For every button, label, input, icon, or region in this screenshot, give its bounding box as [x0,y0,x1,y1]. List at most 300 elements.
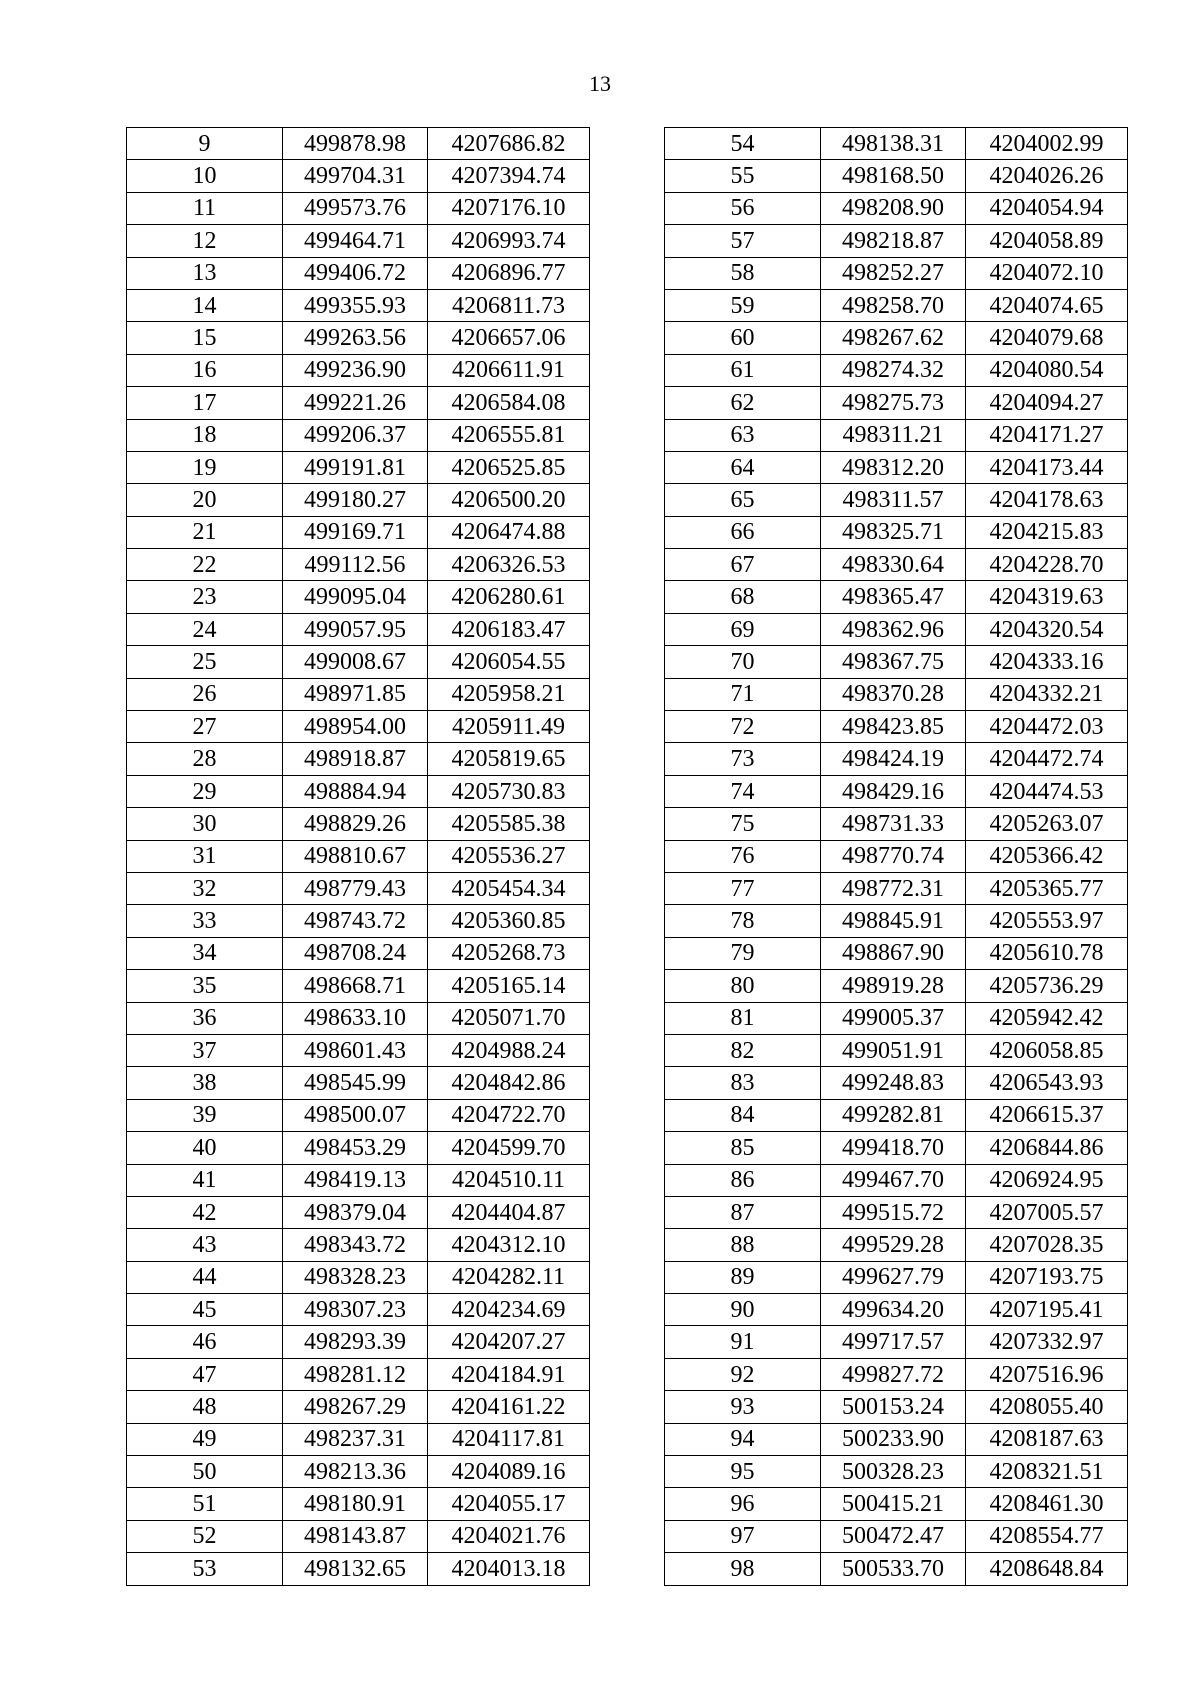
point-number-cell: 36 [127,1002,283,1034]
y-coordinate-cell: 4204722.70 [428,1099,590,1131]
x-coordinate-cell: 498180.91 [283,1488,428,1520]
point-number-cell: 17 [127,387,283,419]
table-row [127,419,590,451]
point-number-cell: 94 [665,1423,821,1455]
table-row [127,484,590,516]
x-coordinate-cell: 498281.12 [283,1358,428,1390]
x-coordinate-cell: 499248.83 [821,1067,966,1099]
x-coordinate-cell: 498311.21 [821,419,966,451]
y-coordinate-cell: 4204054.94 [966,192,1128,224]
y-coordinate-cell: 4205942.42 [966,1002,1128,1034]
table-row [127,1294,590,1326]
y-coordinate-cell: 4204333.16 [966,646,1128,678]
y-coordinate-cell: 4204173.44 [966,451,1128,483]
y-coordinate-cell: 4204474.53 [966,775,1128,807]
point-number-cell: 11 [127,192,283,224]
y-coordinate-cell: 4204178.63 [966,484,1128,516]
table-row [665,1261,1128,1293]
table-row [665,160,1128,192]
x-coordinate-cell: 498267.29 [283,1391,428,1423]
point-number-cell: 81 [665,1002,821,1034]
y-coordinate-cell: 4204472.03 [966,711,1128,743]
x-coordinate-cell: 500233.90 [821,1423,966,1455]
x-coordinate-cell: 498453.29 [283,1132,428,1164]
table-row [127,775,590,807]
point-number-cell: 85 [665,1132,821,1164]
y-coordinate-cell: 4204404.87 [428,1196,590,1228]
x-coordinate-cell: 498311.57 [821,484,966,516]
point-number-cell: 84 [665,1099,821,1131]
table-row [127,289,590,321]
x-coordinate-cell: 499236.90 [283,354,428,386]
y-coordinate-cell: 4206054.55 [428,646,590,678]
coordinates-table-right-body [665,128,1128,1586]
y-coordinate-cell: 4207193.75 [966,1261,1128,1293]
y-coordinate-cell: 4205736.29 [966,970,1128,1002]
point-number-cell: 34 [127,937,283,969]
x-coordinate-cell: 499005.37 [821,1002,966,1034]
table-row [665,1456,1128,1488]
point-number-cell: 47 [127,1358,283,1390]
table-row [127,872,590,904]
x-coordinate-cell: 498884.94 [283,775,428,807]
y-coordinate-cell: 4204215.83 [966,516,1128,548]
table-row [665,354,1128,386]
y-coordinate-cell: 4204842.86 [428,1067,590,1099]
y-coordinate-cell: 4204055.17 [428,1488,590,1520]
y-coordinate-cell: 4205553.97 [966,905,1128,937]
y-coordinate-cell: 4205268.73 [428,937,590,969]
table-row [665,1294,1128,1326]
x-coordinate-cell: 498328.23 [283,1261,428,1293]
x-coordinate-cell: 498343.72 [283,1229,428,1261]
point-number-cell: 38 [127,1067,283,1099]
x-coordinate-cell: 498770.74 [821,840,966,872]
y-coordinate-cell: 4204058.89 [966,225,1128,257]
point-number-cell: 21 [127,516,283,548]
x-coordinate-cell: 498424.19 [821,743,966,775]
y-coordinate-cell: 4204599.70 [428,1132,590,1164]
x-coordinate-cell: 499095.04 [283,581,428,613]
point-number-cell: 15 [127,322,283,354]
table-row [127,322,590,354]
x-coordinate-cell: 499221.26 [283,387,428,419]
point-number-cell: 29 [127,775,283,807]
table-row [665,1326,1128,1358]
point-number-cell: 96 [665,1488,821,1520]
y-coordinate-cell: 4204510.11 [428,1164,590,1196]
table-row [127,1488,590,1520]
x-coordinate-cell: 499282.81 [821,1099,966,1131]
table-row [127,1196,590,1228]
y-coordinate-cell: 4204171.27 [966,419,1128,451]
table-row [127,516,590,548]
y-coordinate-cell: 4204184.91 [428,1358,590,1390]
table-row [665,516,1128,548]
x-coordinate-cell: 499112.56 [283,549,428,581]
x-coordinate-cell: 499191.81 [283,451,428,483]
x-coordinate-cell: 499406.72 [283,257,428,289]
x-coordinate-cell: 498208.90 [821,192,966,224]
x-coordinate-cell: 498743.72 [283,905,428,937]
x-coordinate-cell: 500328.23 [821,1456,966,1488]
point-number-cell: 78 [665,905,821,937]
x-coordinate-cell: 498810.67 [283,840,428,872]
x-coordinate-cell: 499180.27 [283,484,428,516]
table-row [127,451,590,483]
table-row [127,1423,590,1455]
table-row [127,1034,590,1066]
point-number-cell: 30 [127,808,283,840]
point-number-cell: 57 [665,225,821,257]
point-number-cell: 90 [665,1294,821,1326]
x-coordinate-cell: 498845.91 [821,905,966,937]
point-number-cell: 52 [127,1520,283,1552]
y-coordinate-cell: 4206611.91 [428,354,590,386]
table-row [665,419,1128,451]
point-number-cell: 32 [127,872,283,904]
y-coordinate-cell: 4206811.73 [428,289,590,321]
x-coordinate-cell: 499051.91 [821,1034,966,1066]
table-row [665,1132,1128,1164]
point-number-cell: 48 [127,1391,283,1423]
x-coordinate-cell: 498779.43 [283,872,428,904]
x-coordinate-cell: 498293.39 [283,1326,428,1358]
table-row [127,1520,590,1552]
y-coordinate-cell: 4205366.42 [966,840,1128,872]
y-coordinate-cell: 4207005.57 [966,1196,1128,1228]
x-coordinate-cell: 498370.28 [821,678,966,710]
point-number-cell: 37 [127,1034,283,1066]
point-number-cell: 50 [127,1456,283,1488]
table-row [665,1488,1128,1520]
x-coordinate-cell: 498867.90 [821,937,966,969]
point-number-cell: 44 [127,1261,283,1293]
x-coordinate-cell: 498829.26 [283,808,428,840]
y-coordinate-cell: 4204074.65 [966,289,1128,321]
y-coordinate-cell: 4205263.07 [966,808,1128,840]
point-number-cell: 62 [665,387,821,419]
y-coordinate-cell: 4204161.22 [428,1391,590,1423]
table-row [665,775,1128,807]
y-coordinate-cell: 4206474.88 [428,516,590,548]
x-coordinate-cell: 499704.31 [283,160,428,192]
x-coordinate-cell: 498168.50 [821,160,966,192]
y-coordinate-cell: 4204228.70 [966,549,1128,581]
y-coordinate-cell: 4205958.21 [428,678,590,710]
point-number-cell: 73 [665,743,821,775]
table-row [665,743,1128,775]
point-number-cell: 60 [665,322,821,354]
table-row [127,613,590,645]
table-row [665,257,1128,289]
y-coordinate-cell: 4208187.63 [966,1423,1128,1455]
table-row [127,905,590,937]
point-number-cell: 86 [665,1164,821,1196]
table-row [127,128,590,160]
point-number-cell: 63 [665,419,821,451]
table-row [127,808,590,840]
point-number-cell: 67 [665,549,821,581]
point-number-cell: 12 [127,225,283,257]
y-coordinate-cell: 4205730.83 [428,775,590,807]
x-coordinate-cell: 499467.70 [821,1164,966,1196]
y-coordinate-cell: 4207332.97 [966,1326,1128,1358]
y-coordinate-cell: 4205536.27 [428,840,590,872]
y-coordinate-cell: 4207195.41 [966,1294,1128,1326]
x-coordinate-cell: 498731.33 [821,808,966,840]
point-number-cell: 91 [665,1326,821,1358]
table-row [665,549,1128,581]
point-number-cell: 18 [127,419,283,451]
point-number-cell: 40 [127,1132,283,1164]
y-coordinate-cell: 4204072.10 [966,257,1128,289]
y-coordinate-cell: 4204094.27 [966,387,1128,419]
point-number-cell: 39 [127,1099,283,1131]
y-coordinate-cell: 4204026.26 [966,160,1128,192]
x-coordinate-cell: 499634.20 [821,1294,966,1326]
table-row [665,1164,1128,1196]
y-coordinate-cell: 4204013.18 [428,1553,590,1585]
point-number-cell: 77 [665,872,821,904]
y-coordinate-cell: 4204117.81 [428,1423,590,1455]
point-number-cell: 55 [665,160,821,192]
table-row [665,872,1128,904]
table-row [665,1229,1128,1261]
table-row [665,1358,1128,1390]
table-row [665,1520,1128,1552]
table-row [665,1423,1128,1455]
table-row [127,840,590,872]
x-coordinate-cell: 500153.24 [821,1391,966,1423]
x-coordinate-cell: 498919.28 [821,970,966,1002]
x-coordinate-cell: 498252.27 [821,257,966,289]
y-coordinate-cell: 4206555.81 [428,419,590,451]
point-number-cell: 79 [665,937,821,969]
point-number-cell: 76 [665,840,821,872]
y-coordinate-cell: 4206500.20 [428,484,590,516]
y-coordinate-cell: 4207394.74 [428,160,590,192]
point-number-cell: 22 [127,549,283,581]
table-row [665,613,1128,645]
y-coordinate-cell: 4206543.93 [966,1067,1128,1099]
x-coordinate-cell: 499515.72 [821,1196,966,1228]
point-number-cell: 64 [665,451,821,483]
point-number-cell: 69 [665,613,821,645]
table-row [127,937,590,969]
table-row [127,1229,590,1261]
table-row [127,970,590,1002]
table-row [665,937,1128,969]
x-coordinate-cell: 498307.23 [283,1294,428,1326]
table-row [665,808,1128,840]
y-coordinate-cell: 4208554.77 [966,1520,1128,1552]
y-coordinate-cell: 4206058.85 [966,1034,1128,1066]
point-number-cell: 41 [127,1164,283,1196]
table-row [665,1067,1128,1099]
table-row [127,1164,590,1196]
y-coordinate-cell: 4204089.16 [428,1456,590,1488]
table-row [127,646,590,678]
y-coordinate-cell: 4205360.85 [428,905,590,937]
x-coordinate-cell: 498143.87 [283,1520,428,1552]
table-row [665,970,1128,1002]
y-coordinate-cell: 4204282.11 [428,1261,590,1293]
y-coordinate-cell: 4206924.95 [966,1164,1128,1196]
x-coordinate-cell: 499355.93 [283,289,428,321]
table-row [127,1326,590,1358]
point-number-cell: 68 [665,581,821,613]
table-row [127,1456,590,1488]
table-row [665,451,1128,483]
point-number-cell: 54 [665,128,821,160]
x-coordinate-cell: 498772.31 [821,872,966,904]
y-coordinate-cell: 4204002.99 [966,128,1128,160]
y-coordinate-cell: 4205071.70 [428,1002,590,1034]
table-row [127,1067,590,1099]
x-coordinate-cell: 498275.73 [821,387,966,419]
x-coordinate-cell: 500533.70 [821,1553,966,1585]
table-row [665,711,1128,743]
table-row [665,840,1128,872]
point-number-cell: 89 [665,1261,821,1293]
table-row [665,289,1128,321]
point-number-cell: 72 [665,711,821,743]
table-row [127,1002,590,1034]
x-coordinate-cell: 498419.13 [283,1164,428,1196]
table-row [665,484,1128,516]
x-coordinate-cell: 498138.31 [821,128,966,160]
y-coordinate-cell: 4204312.10 [428,1229,590,1261]
x-coordinate-cell: 499263.56 [283,322,428,354]
y-coordinate-cell: 4206896.77 [428,257,590,289]
point-number-cell: 45 [127,1294,283,1326]
point-number-cell: 49 [127,1423,283,1455]
table-row [665,1002,1128,1034]
y-coordinate-cell: 4206280.61 [428,581,590,613]
y-coordinate-cell: 4204234.69 [428,1294,590,1326]
x-coordinate-cell: 498365.47 [821,581,966,613]
table-row [665,192,1128,224]
x-coordinate-cell: 498423.85 [821,711,966,743]
x-coordinate-cell: 498633.10 [283,1002,428,1034]
point-number-cell: 25 [127,646,283,678]
point-number-cell: 80 [665,970,821,1002]
x-coordinate-cell: 498258.70 [821,289,966,321]
x-coordinate-cell: 499573.76 [283,192,428,224]
x-coordinate-cell: 498429.16 [821,775,966,807]
x-coordinate-cell: 499057.95 [283,613,428,645]
point-number-cell: 61 [665,354,821,386]
table-row [127,160,590,192]
point-number-cell: 87 [665,1196,821,1228]
table-row [127,1391,590,1423]
y-coordinate-cell: 4207028.35 [966,1229,1128,1261]
y-coordinate-cell: 4204319.63 [966,581,1128,613]
y-coordinate-cell: 4206844.86 [966,1132,1128,1164]
x-coordinate-cell: 499206.37 [283,419,428,451]
y-coordinate-cell: 4204079.68 [966,322,1128,354]
x-coordinate-cell: 499464.71 [283,225,428,257]
x-coordinate-cell: 500472.47 [821,1520,966,1552]
table-row [127,257,590,289]
table-row [665,1196,1128,1228]
point-number-cell: 53 [127,1553,283,1585]
table-row [665,225,1128,257]
table-row [665,1034,1128,1066]
y-coordinate-cell: 4205585.38 [428,808,590,840]
table-row [127,387,590,419]
x-coordinate-cell: 499827.72 [821,1358,966,1390]
point-number-cell: 26 [127,678,283,710]
y-coordinate-cell: 4208321.51 [966,1456,1128,1488]
y-coordinate-cell: 4204472.74 [966,743,1128,775]
y-coordinate-cell: 4204332.21 [966,678,1128,710]
y-coordinate-cell: 4204988.24 [428,1034,590,1066]
table-row [665,905,1128,937]
coordinates-table-right [664,127,1128,1586]
y-coordinate-cell: 4206326.53 [428,549,590,581]
point-number-cell: 65 [665,484,821,516]
table-row [127,225,590,257]
table-row [665,646,1128,678]
table-row [127,581,590,613]
x-coordinate-cell: 498218.87 [821,225,966,257]
point-number-cell: 35 [127,970,283,1002]
x-coordinate-cell: 500415.21 [821,1488,966,1520]
point-number-cell: 93 [665,1391,821,1423]
table-row [127,549,590,581]
y-coordinate-cell: 4206615.37 [966,1099,1128,1131]
point-number-cell: 46 [127,1326,283,1358]
point-number-cell: 95 [665,1456,821,1488]
table-row [665,1099,1128,1131]
page-number: 13 [589,71,611,96]
point-number-cell: 59 [665,289,821,321]
y-coordinate-cell: 4207516.96 [966,1358,1128,1390]
point-number-cell: 43 [127,1229,283,1261]
point-number-cell: 92 [665,1358,821,1390]
table-row [127,354,590,386]
x-coordinate-cell: 498367.75 [821,646,966,678]
y-coordinate-cell: 4206657.06 [428,322,590,354]
y-coordinate-cell: 4208648.84 [966,1553,1128,1585]
table-row [127,192,590,224]
y-coordinate-cell: 4206993.74 [428,225,590,257]
y-coordinate-cell: 4205819.65 [428,743,590,775]
point-number-cell: 27 [127,711,283,743]
table-row [127,1261,590,1293]
point-number-cell: 74 [665,775,821,807]
y-coordinate-cell: 4205610.78 [966,937,1128,969]
y-coordinate-cell: 4204207.27 [428,1326,590,1358]
y-coordinate-cell: 4204080.54 [966,354,1128,386]
y-coordinate-cell: 4208461.30 [966,1488,1128,1520]
point-number-cell: 33 [127,905,283,937]
x-coordinate-cell: 499008.67 [283,646,428,678]
x-coordinate-cell: 498237.31 [283,1423,428,1455]
point-number-cell: 9 [127,128,283,160]
point-number-cell: 10 [127,160,283,192]
point-number-cell: 66 [665,516,821,548]
x-coordinate-cell: 498274.32 [821,354,966,386]
point-number-cell: 13 [127,257,283,289]
table-row [127,711,590,743]
point-number-cell: 82 [665,1034,821,1066]
table-row [665,387,1128,419]
point-number-cell: 28 [127,743,283,775]
x-coordinate-cell: 498267.62 [821,322,966,354]
